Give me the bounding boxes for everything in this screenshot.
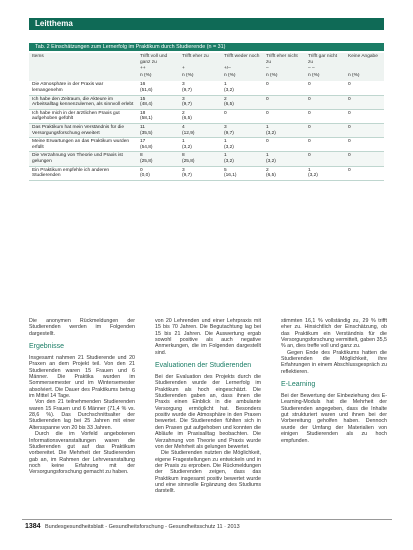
body-paragraph: Gegen Ende des Praktikums hatten die Studierenden die Möglichkeit, ihre Erfahrungen in einem Abschlussgespräch zu reflektieren. [281, 349, 387, 375]
table-caption: Tab. 2 Einschätzungen zum Lernerfolg im Praktikum durch Studierende (n = 31) [29, 43, 384, 51]
value-cell: 2 (6,5) [179, 109, 221, 123]
column-header: Keine Angabe [345, 53, 384, 66]
value-cell: 1 (3,2) [179, 138, 221, 152]
table-row [29, 123, 384, 137]
item-cell: Ich habe mich in der ärztlichen Praxis gut aufgehoben gefühlt [29, 109, 137, 123]
value-cell: 8 (25,8) [137, 152, 179, 166]
column-header: Trifft eher nicht zu [263, 53, 305, 66]
value-cell: 0 [305, 95, 345, 109]
text-column-2 [155, 318, 261, 495]
value-cell: 3 (9,7) [179, 166, 221, 180]
value-cell: 0 [305, 123, 345, 137]
value-cell: 0 [263, 109, 305, 123]
text-column-1 [29, 318, 135, 476]
value-cell: 2 (6,5) [221, 95, 263, 109]
section-heading-evaluation: Evaluationen der Studierenden [155, 362, 252, 370]
item-cell: Das Praktikum hat mein Verständnis für die Versorgungsforschung erweitert [29, 123, 137, 137]
item-cell: Meine Erwartungen an das Praktikum wurden erfüllt [29, 138, 137, 152]
value-cell: 17 (54,8) [137, 138, 179, 152]
unit-cell: n (%) [221, 73, 263, 82]
symbol-cell: – – [305, 66, 345, 73]
symbol-cell: + [179, 66, 221, 73]
unit-cell: n (%) [263, 73, 305, 82]
value-cell: 8 (25,8) [179, 152, 221, 166]
unit-cell [29, 73, 137, 82]
column-header: Trifft gar nicht zu [305, 53, 345, 66]
value-cell: 0 [221, 109, 263, 123]
value-cell: 15 (48,4) [137, 95, 179, 109]
intro-paragraph: Die anonymen Rückmeldungen der Studierenden werden im Folgenden dargestellt. [29, 318, 135, 337]
table-header-row [29, 53, 384, 66]
body-paragraph: Durch die im Vorfeld angebotenen Informationsveranstaltungen waren die Studierenden gut auf das Praktikum vorbereitet. Die Mehrheit der Studierenden gab an, im Rahmen der Lehrveranstaltung noch keine Erfahrung mit der Versorgungsforschung gemacht zu haben. [29, 431, 135, 476]
symbol-cell: ++ [137, 66, 179, 73]
column-header: Trifft weder noch [221, 53, 263, 66]
results-table [29, 53, 384, 181]
value-cell: 0 [263, 95, 305, 109]
value-cell: 5 (16,1) [221, 166, 263, 180]
column-header: Trifft eher zu [179, 53, 221, 66]
body-paragraph: von 20 Lehrenden und einer Lehrpraxis mit 15 bis 70 Jahren. Die Begutachtung lag bei 15 bis 21 Jahren. Die Auswertung ergab sowohl positive als auch negative Anmerkungen, die im Folgenden dargestellt sind. [155, 318, 261, 356]
table-row [29, 152, 384, 166]
value-cell: 0 [345, 95, 384, 109]
item-cell: Die Verzahnung von Theorie und Praxis ist gelungen [29, 152, 137, 166]
table-row [29, 166, 384, 180]
body-paragraph: Bei der Bewertung der Einbeziehung des E-Learning-Moduls hat die Mehrheit der Studierenden angegeben, dass die Inhalte gut strukturiert waren und ihnen bei der Vorbereitung geholfen haben. Dennoch wurde der Umfang der Materialien von einigen Studierenden als zu hoch empfunden. [281, 393, 387, 444]
section-heading-elearning: E-Learning [281, 381, 316, 389]
journal-citation: Bundesgesundheitsblatt - Gesundheitsforschung - Gesundheitsschutz 11 · 2013 [45, 524, 240, 530]
value-cell: 0 [263, 138, 305, 152]
table-row [29, 138, 384, 152]
value-cell: 16 (51,6) [137, 81, 179, 95]
symbol-cell [29, 66, 137, 73]
item-cell: Ein Praktikum empfehle ich anderen Studierenden [29, 166, 137, 180]
value-cell: 3 (9,7) [221, 123, 263, 137]
section-heading-results: Ergebnisse [29, 343, 65, 351]
column-header: Trifft voll und ganz zu [137, 53, 179, 66]
unit-cell: n (%) [179, 73, 221, 82]
section-header-bar [29, 18, 384, 30]
item-cell: Die Atmosphäre in der Praxis war lernangenehm [29, 81, 137, 95]
table-row [29, 95, 384, 109]
column-header: Items [29, 53, 137, 66]
value-cell: 0 [305, 152, 345, 166]
value-cell: 1 (3,2) [221, 138, 263, 152]
value-cell: 0 [345, 109, 384, 123]
value-cell: 0 [345, 138, 384, 152]
unit-cell: n (%) [137, 73, 179, 82]
value-cell: 11 (35,5) [137, 123, 179, 137]
symbol-cell [345, 66, 384, 73]
value-cell: 1 (3,2) [263, 123, 305, 137]
value-cell: 4 (12,9) [179, 123, 221, 137]
value-cell: 0 [305, 81, 345, 95]
section-label: Leitthema [35, 19, 73, 28]
value-cell: 1 (3,2) [263, 152, 305, 166]
value-cell: 0 [305, 138, 345, 152]
value-cell: 1 (3,2) [221, 81, 263, 95]
body-paragraph: Bei der Evaluation des Projekts durch die Studierenden wurde der Lernerfolg im Praktikum als hoch eingeschätzt. Die Studierenden gaben an, dass ihnen die Praxis einen Einblick in die ambulante Versorgung ermöglicht hat. Besonders positiv wurde die Atmosphäre in den Praxen bewertet. Die Studierenden fühlten sich in den Praxen gut aufgehoben und konnten die Abläufe im Praxisalltag beobachten. Die Verzahnung von Theorie und Praxis wurde von der Mehrheit als gelungen bewertet. [155, 374, 261, 450]
symbol-cell: +/– [221, 66, 263, 73]
symbol-cell: – [263, 66, 305, 73]
value-cell: 0 (0,0) [137, 166, 179, 180]
value-cell: 0 [263, 81, 305, 95]
value-cell: 0 [305, 109, 345, 123]
page-number: 1384 [25, 523, 41, 530]
body-paragraph: Insgesamt nahmen 21 Studierende und 20 Praxen an dem Projekt teil. Von den 21 Studierenden waren 15 Frauen und 6 Männer. Die Praktika wurden im Sommersemester und im Wintersemester absolviert. Die Dauer des Praktikums betrug im Mittel 14 Tage. [29, 355, 135, 400]
table-row [29, 109, 384, 123]
value-cell: 0 [345, 123, 384, 137]
table-unit-row [29, 73, 384, 82]
value-cell: 0 [345, 81, 384, 95]
value-cell: 1 (3,2) [221, 152, 263, 166]
value-cell: 18 (58,1) [137, 109, 179, 123]
body-paragraph: Die Studierenden nutzten die Möglichkeit, eigene Fragestellungen zu entwickeln und in der Praxis zu erproben. Die Rückmeldungen der Studierenden zeigen, dass das Praktikum insgesamt positiv bewertet wurde und eine sinnvolle Ergänzung des Studiums darstellt. [155, 450, 261, 495]
value-cell: 3 (9,7) [179, 81, 221, 95]
body-paragraph: Von den 21 teilnehmenden Studierenden waren 15 Frauen und 6 Männer (71,4 % vs. 28,6 %). Das Durchschnittsalter der Studierenden lag bei 25 Jahren mit einer Altersspanne von 20 bis 33 Jahren. [29, 399, 135, 431]
value-cell: 3 (9,7) [179, 95, 221, 109]
item-cell: Ich habe den Zeitraum, die Akteure im Arbeitsalltag kennenzulernen, als sinnvoll erlebt [29, 95, 137, 109]
value-cell: 0 [345, 166, 384, 180]
body-paragraph: stimmten 16,1 % vollständig zu, 29 % trifft eher zu. Hinsichtlich der Einschätzung, ob das Praktikum ein Verständnis für die Versorgungsforschung vermittelt, gaben 35,5 % an, dies treffe voll und ganz zu. [281, 318, 387, 350]
value-cell: 1 (3,2) [305, 166, 345, 180]
text-column-3 [281, 318, 387, 444]
value-cell: 2 (6,5) [263, 166, 305, 180]
value-cell: 0 [345, 152, 384, 166]
unit-cell: n (%) [345, 73, 384, 82]
unit-cell: n (%) [305, 73, 345, 82]
table-symbol-row [29, 66, 384, 73]
table-row [29, 81, 384, 95]
